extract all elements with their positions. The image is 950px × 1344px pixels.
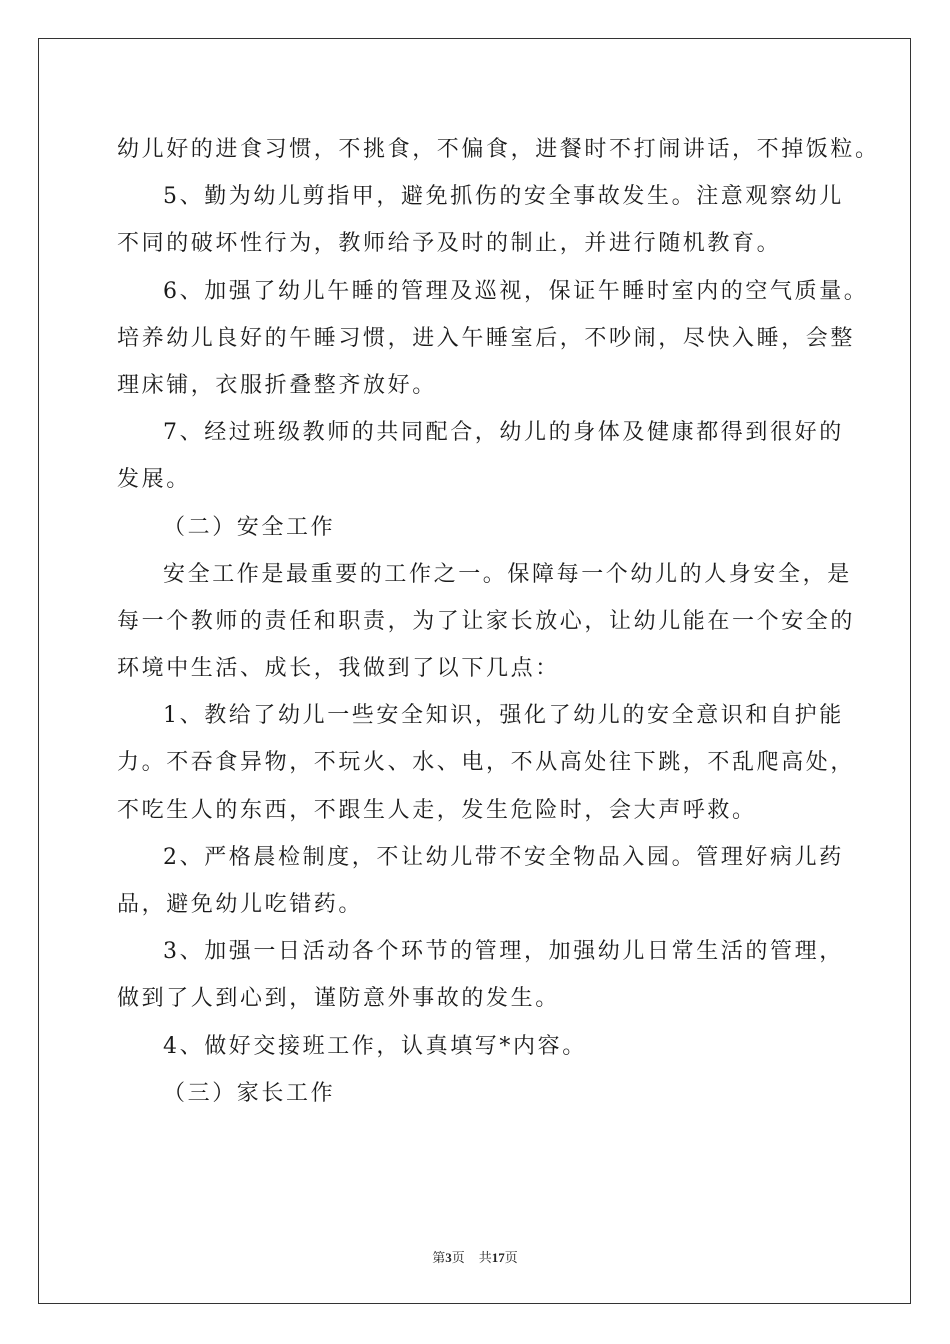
page-prefix: 第	[432, 1250, 446, 1265]
text-line: 不吃生人的东西，不跟生人走，发生危险时，会大声呼救。	[117, 797, 757, 823]
text-line: 发展。	[117, 467, 191, 493]
text-line: 1、教给了幼儿一些安全知识，强化了幼儿的安全意识和自护能	[163, 703, 844, 729]
document-body	[117, 126, 880, 1117]
text-line: 安全工作是最重要的工作之一。保障每一个幼儿的人身安全，是	[163, 561, 852, 587]
text-line: 幼儿好的进食习惯，不挑食，不偏食，进餐时不打闹讲话，不掉饭粒。	[117, 137, 880, 162]
text-line: 5、勤为幼儿剪指甲，避免抓伤的安全事故发生。注意观察幼儿	[163, 184, 844, 210]
text-line: 做到了人到心到，谨防意外事故的发生。	[117, 986, 560, 1012]
page-footer	[0, 1247, 950, 1266]
total-suffix: 页	[504, 1250, 518, 1265]
total-pages: 17	[491, 1250, 505, 1265]
text-line: 力。不吞食异物，不玩火、水、电，不从高处往下跳，不乱爬高处，	[117, 750, 856, 776]
text-line: 不同的破坏性行为，教师给予及时的制止，并进行随机教育。	[117, 231, 782, 257]
total-prefix: 共	[478, 1250, 492, 1265]
text-line: 4、做好交接班工作，认真填写*内容。	[163, 1033, 587, 1059]
text-line: 2、严格晨检制度，不让幼儿带不安全物品入园。管理好病儿药	[163, 844, 844, 870]
text-line: 理床铺，衣服折叠整齐放好。	[117, 372, 437, 398]
text-line: 培养幼儿良好的午睡习惯，进入午睡室后，不吵闹，尽快入睡，会整	[117, 325, 856, 351]
page-number: 3	[445, 1250, 452, 1265]
page-suffix: 页	[451, 1250, 465, 1265]
text-line: 3、加强一日活动各个环节的管理，加强幼儿日常生活的管理，	[163, 939, 844, 965]
text-line: 环境中生活、成长，我做到了以下几点：	[117, 656, 560, 682]
section-heading: （二）安全工作	[163, 514, 336, 540]
section-heading: （三）家长工作	[163, 1080, 336, 1106]
text-line: 7、经过班级教师的共同配合，幼儿的身体及健康都得到很好的	[163, 420, 844, 446]
text-line: 6、加强了幼儿午睡的管理及巡视，保证午睡时室内的空气质量。	[163, 278, 869, 304]
text-line: 每一个教师的责任和职责，为了让家长放心，让幼儿能在一个安全的	[117, 608, 856, 634]
text-line: 品，避免幼儿吃错药。	[117, 892, 364, 917]
